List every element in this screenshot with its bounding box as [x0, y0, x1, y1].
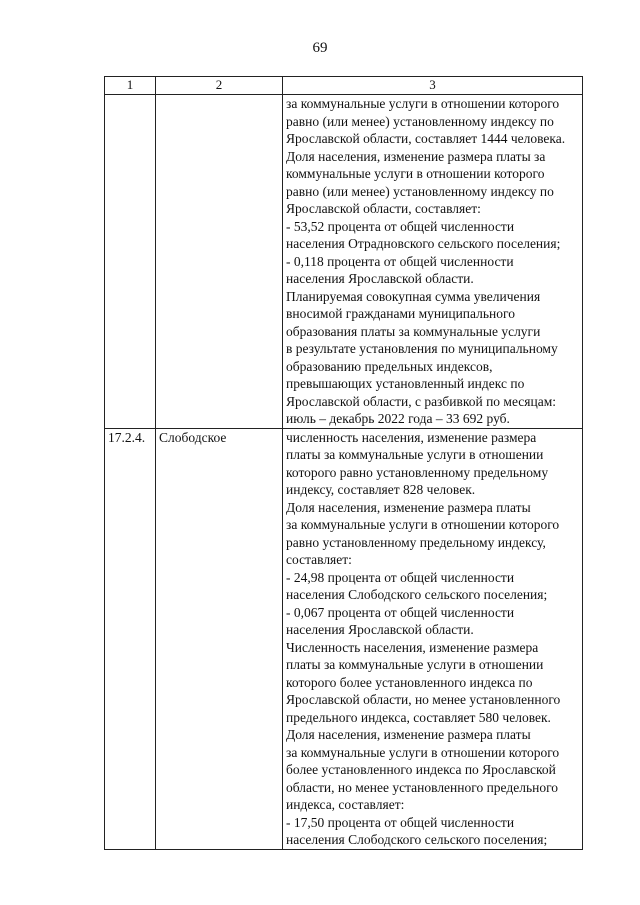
description-line: образования платы за коммунальные услуги [286, 323, 541, 339]
row-number-cell: 17.2.4. [105, 428, 156, 849]
description-line: платы за коммунальные услуги в отношении [286, 657, 544, 672]
description-line: июль – декабрь 2022 года – 33 692 руб. [286, 411, 510, 426]
description-line: которого более установленного индекса по [286, 674, 533, 690]
description-line: населения Отрадновского сельского поселения; [286, 236, 561, 251]
description-line: - 0,118 процента от общей численности [286, 253, 514, 269]
description-line: населения Ярославской области. [286, 622, 474, 637]
description-line: образованию предельных индексов, [286, 358, 493, 374]
description-line: коммунальные услуги в отношении которого [286, 166, 545, 181]
description-cell [283, 428, 583, 849]
description-line: индексу, составляет 828 человек. [286, 482, 476, 497]
description-line: - 24,98 процента от общей численности [286, 569, 515, 585]
description-line: в результате установления по муниципальному [286, 341, 558, 356]
description-line: численность населения, изменение размера [286, 429, 537, 445]
description-line: Ярославской области, но менее установленного [286, 692, 561, 707]
data-table [104, 76, 583, 850]
description-line: Доля населения, изменение размера платы [286, 727, 531, 742]
description-line: равно (или менее) установленному индексу по [286, 183, 554, 199]
description-line: Ярославской области, составляет: [286, 201, 481, 216]
description-line: области, но менее установленного предельного [286, 779, 559, 795]
description-line: - 17,50 процента от общей численности [286, 814, 515, 830]
description-line: за коммунальные услуги в отношении которого [286, 517, 560, 532]
description-line: Планируемая совокупная сумма увеличения [286, 288, 541, 304]
description-line: Ярославской области, составляет 1444 человека. [286, 131, 566, 146]
page-number: 69 [312, 40, 328, 56]
description-line: индекса, составляет: [286, 797, 405, 812]
description-line: - 0,067 процента от общей численности [286, 604, 515, 620]
description-line: Доля населения, изменение размера платы за [286, 148, 546, 164]
column-header-2: 2 [156, 77, 283, 95]
description-line: составляет: [286, 552, 352, 567]
description-line: населения Слободского сельского поселения; [286, 832, 548, 847]
table-row [105, 428, 583, 849]
description-line: вносимой гражданами муниципального [286, 306, 515, 321]
description-line: платы за коммунальные услуги в отношении [286, 447, 544, 462]
description-line: которого равно установленному предельному [286, 464, 549, 480]
description-cell [283, 95, 583, 429]
description-line: - 53,52 процента от общей численности [286, 218, 515, 234]
description-line: предельного индекса, составляет 580 человек. [286, 709, 551, 725]
description-line: Доля населения, изменение размера платы [286, 499, 531, 515]
column-header-1: 1 [105, 77, 156, 95]
description-line: населения Ярославской области. [286, 271, 474, 286]
description-line: более установленного индекса по Ярославской [286, 762, 556, 777]
description-line: за коммунальные услуги в отношении которого [286, 744, 560, 760]
row-number-cell [105, 95, 156, 429]
description-line: Численность населения, изменение размера [286, 639, 539, 655]
settlement-name-cell [156, 95, 283, 429]
description-line: населения Слободского сельского поселения; [286, 587, 548, 602]
description-line: Ярославской области, с разбивкой по месяцам: [286, 393, 557, 409]
description-line: за коммунальные услуги в отношении которого [286, 96, 560, 111]
description-line: превышающих установленный индекс по [286, 376, 525, 391]
settlement-name-cell: Слободское [156, 428, 283, 849]
table-row [105, 95, 583, 429]
description-line: равно (или менее) установленному индексу по [286, 113, 554, 129]
description-line: равно установленному предельному индексу, [286, 534, 546, 550]
column-header-3: 3 [283, 77, 583, 95]
table-header-row [105, 77, 583, 95]
